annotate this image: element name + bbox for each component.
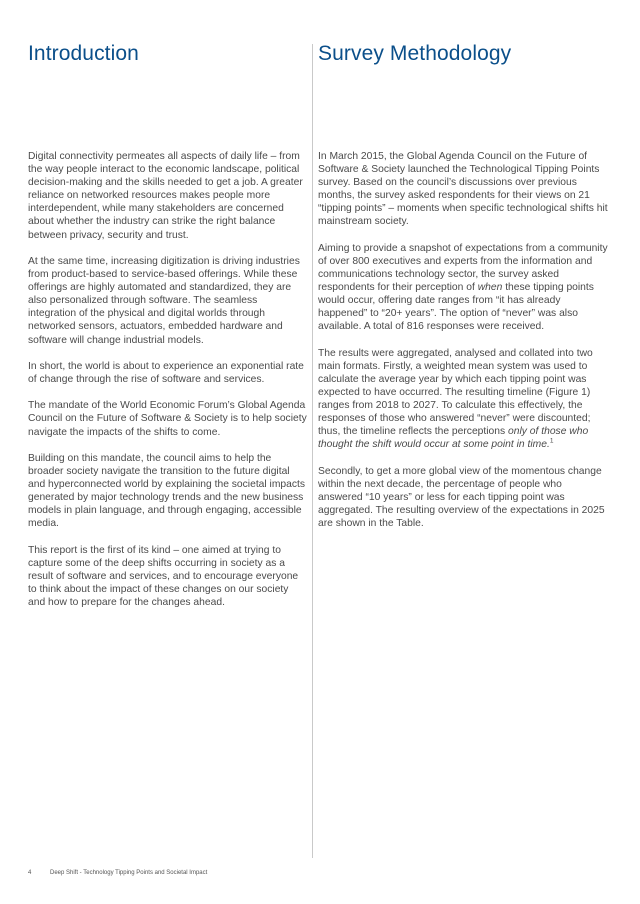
intro-paragraph: At the same time, increasing digitization is driving industries from product-based to service-based offerings. While these offerings are highly automated and standardized, they are also personalized through software. The seamless integration of the physical and digital worlds through networked sensors, actuators, embedded hardware and software will change industrial models. — [28, 255, 300, 346]
introduction-body — [28, 150, 308, 623]
page-number: 4 — [28, 870, 32, 876]
introduction-column — [28, 40, 308, 609]
methodology-paragraph: In March 2015, the Global Agenda Council on the Future of Software & Society launched the Technological Tipping Points survey. Based on the council’s discussions over previous months, the survey asked respondents for their views on 21 “tipping points” – moments when specific technological shifts hit mainstream society. — [318, 151, 608, 228]
methodology-paragraph — [318, 242, 608, 334]
intro-paragraph: This report is the first of its kind – one aimed at trying to capture some of the deep shifts occurring in society as a result of software and services, and to encourage everyone to think about the impact of these changes on our society and how to prepare for the changes ahead. — [28, 544, 299, 609]
text-segment: The results were aggregated, analysed and collated into two main formats. Firstly, a weighted mean system was used to calculate the average year by which each tipping point was expected to have occurred. The resulting timeline (Figure 1) ranges from 2018 to 2027. To calculate this effectively, the responses of those who answered “never” were discounted; thus, the timeline reflects the perceptions — [318, 347, 593, 438]
survey-methodology-column — [318, 40, 608, 530]
text-segment: these tipping points would occur, offering date ranges from “it has already happened” to “20+ years”. The option of “never” was also available. A total of 816 responses were received. — [318, 282, 594, 333]
emphasis-text: when — [477, 282, 503, 294]
survey-methodology-body — [318, 150, 608, 544]
emphasis-text: only of those who thought the shift would occur at some point in time. — [318, 426, 589, 451]
survey-methodology-heading: Survey Methodology — [318, 42, 512, 65]
page-footer — [28, 870, 207, 876]
footnote-marker: 1 — [549, 438, 554, 446]
introduction-heading: Introduction — [28, 42, 139, 65]
intro-paragraph: In short, the world is about to experience an exponential rate of change through the rise of software and services. — [28, 360, 304, 385]
methodology-paragraph — [318, 347, 608, 452]
footer-title: Deep Shift - Technology Tipping Points and Societal Impact — [50, 870, 208, 876]
intro-paragraph: Digital connectivity permeates all aspects of daily life – from the way people interact to the economic landscape, political decision-making and the skills needed to get a job. A greater reliance on networked resources makes people more interdependent, while many stakeholders are concerned about whether the industry can strike the right balance between privacy, security and trust. — [28, 151, 303, 241]
intro-paragraph: Building on this mandate, the council aims to help the broader society navigate the transition to the future digital and hyperconnected world by explaining the societal impacts generated by major technology trends and the new business models in plain language, and through engaging, accessible media. — [28, 452, 306, 530]
column-divider — [312, 44, 313, 858]
text-segment: Aiming to provide a snapshot of expectations from a community of over 800 executives and experts from the information and communications technology sector, the survey asked respondents for their perception of — [318, 242, 608, 294]
methodology-paragraph: Secondly, to get a more global view of the momentous change within the next decade, the percentage of people who answered “10 years” or less for each tipping point was aggregated. The resulting overview of the expectations in 2025 are shown in the Table. — [318, 465, 605, 530]
intro-paragraph: The mandate of the World Economic Forum’s Global Agenda Council on the Future of Software & Society is to help society navigate the impacts of the shifts to come. — [28, 400, 307, 438]
